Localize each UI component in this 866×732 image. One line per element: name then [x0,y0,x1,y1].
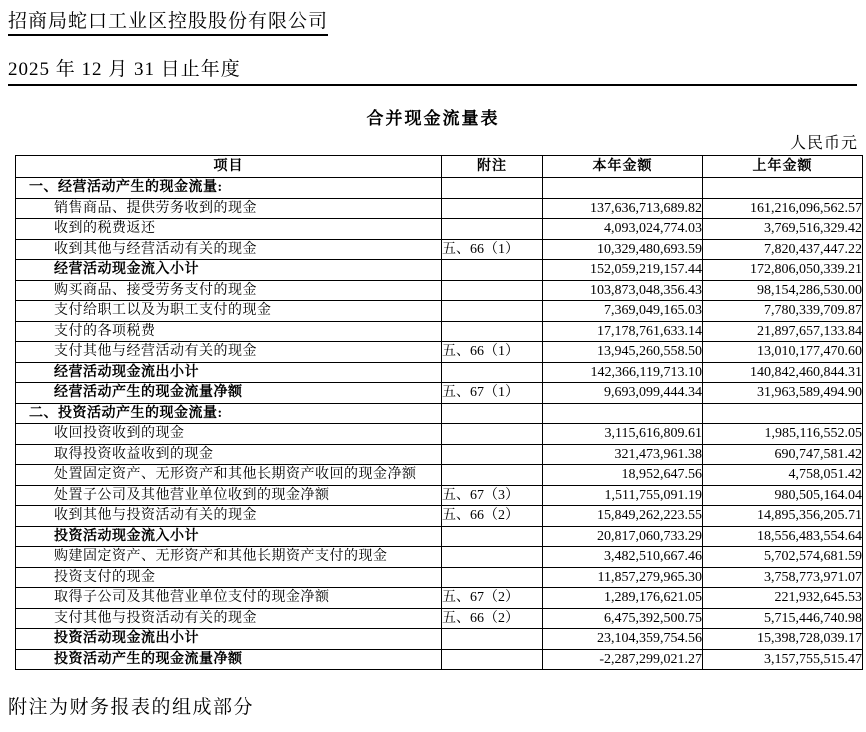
item-cell: 收到的税费返还 [16,219,442,240]
current-amount-cell: 10,329,480,693.59 [543,239,703,260]
table-row [16,239,863,260]
table-row [16,526,863,547]
prior-amount-cell: 3,157,755,515.47 [703,649,863,670]
prior-amount-cell: 98,154,286,530.00 [703,280,863,301]
note-cell [442,526,543,547]
cashflow-table [15,155,863,670]
prior-amount-cell: 15,398,728,039.17 [703,629,863,650]
item-cell: 支付的各项税费 [16,321,442,342]
note-cell [442,649,543,670]
current-amount-cell: 23,104,359,754.56 [543,629,703,650]
current-amount-cell [543,178,703,199]
prior-amount-cell: 4,758,051.42 [703,465,863,486]
current-amount-cell: 4,093,024,774.03 [543,219,703,240]
prior-amount-cell: 7,780,339,709.87 [703,301,863,322]
item-cell: 经营活动现金流出小计 [16,362,442,383]
item-cell: 处置子公司及其他营业单位收到的现金净额 [16,485,442,506]
company-name-line [8,6,328,36]
table-row [16,649,863,670]
prior-amount-cell: 140,842,460,844.31 [703,362,863,383]
note-cell: 五、66（2） [442,506,543,527]
note-cell [442,219,543,240]
prior-amount-cell: 5,715,446,740.98 [703,608,863,629]
item-cell: 投资活动现金流入小计 [16,526,442,547]
current-amount-cell [543,403,703,424]
item-cell: 处置固定资产、无形资产和其他长期资产收回的现金净额 [16,465,442,486]
prior-amount-cell: 13,010,177,470.60 [703,342,863,363]
table-row [16,485,863,506]
note-cell [442,403,543,424]
current-amount-cell: 17,178,761,633.14 [543,321,703,342]
prior-amount-cell: 690,747,581.42 [703,444,863,465]
prior-amount-cell: 18,556,483,554.64 [703,526,863,547]
item-cell: 支付其他与投资活动有关的现金 [16,608,442,629]
note-cell [442,321,543,342]
prior-amount-cell: 7,820,437,447.22 [703,239,863,260]
company-name: 招商局蛇口工业区控股股份有限公司 [8,6,328,36]
current-amount-cell: 6,475,392,500.75 [543,608,703,629]
note-cell: 五、67（2） [442,588,543,609]
current-amount-cell: 3,115,616,809.61 [543,424,703,445]
table-row [16,260,863,281]
item-cell: 支付其他与经营活动有关的现金 [16,342,442,363]
current-amount-cell: -2,287,299,021.27 [543,649,703,670]
current-amount-cell: 321,473,961.38 [543,444,703,465]
note-cell [442,547,543,568]
table-row [16,301,863,322]
current-amount-cell: 137,636,713,689.82 [543,198,703,219]
table-row [16,424,863,445]
prior-amount-cell: 1,985,116,552.05 [703,424,863,445]
note-cell [442,301,543,322]
statement-title: 合并现金流量表 [366,109,500,128]
current-amount-cell: 7,369,049,165.03 [543,301,703,322]
table-row [16,629,863,650]
table-row [16,547,863,568]
item-cell: 二、投资活动产生的现金流量: [16,403,442,424]
item-cell: 支付给职工以及为职工支付的现金 [16,301,442,322]
table-row [16,567,863,588]
note-cell [442,567,543,588]
current-amount-cell: 103,873,048,356.43 [543,280,703,301]
table-row [16,444,863,465]
header-note: 附注 [442,156,543,178]
table-row [16,403,863,424]
item-cell: 购买商品、接受劳务支付的现金 [16,280,442,301]
prior-amount-cell: 5,702,574,681.59 [703,547,863,568]
note-cell [442,198,543,219]
current-amount-cell: 1,511,755,091.19 [543,485,703,506]
note-cell: 五、66（2） [442,608,543,629]
item-cell: 收回投资收到的现金 [16,424,442,445]
header-item: 项目 [16,156,442,178]
note-cell: 五、67（1） [442,383,543,404]
item-cell: 一、经营活动产生的现金流量: [16,178,442,199]
current-amount-cell: 142,366,119,713.10 [543,362,703,383]
current-amount-cell: 1,289,176,621.05 [543,588,703,609]
note-cell: 五、66（1） [442,239,543,260]
table-row [16,280,863,301]
note-cell [442,362,543,383]
table-row [16,588,863,609]
table-row [16,506,863,527]
item-cell: 取得投资收益收到的现金 [16,444,442,465]
cashflow-table-header [16,156,863,178]
note-cell [442,178,543,199]
current-amount-cell: 3,482,510,667.46 [543,547,703,568]
current-amount-cell: 152,059,219,157.44 [543,260,703,281]
table-row [16,608,863,629]
prior-amount-cell: 3,758,773,971.07 [703,567,863,588]
note-cell: 五、67（3） [442,485,543,506]
reporting-period: 2025 年 12 月 31 日止年度 [8,54,857,86]
table-row [16,219,863,240]
item-cell: 销售商品、提供劳务收到的现金 [16,198,442,219]
note-cell [442,465,543,486]
item-cell: 收到其他与投资活动有关的现金 [16,506,442,527]
current-amount-cell: 20,817,060,733.29 [543,526,703,547]
table-row [16,321,863,342]
header-current: 本年金额 [543,156,703,178]
item-cell: 取得子公司及其他营业单位支付的现金净额 [16,588,442,609]
note-cell [442,444,543,465]
item-cell: 收到其他与经营活动有关的现金 [16,239,442,260]
note-cell: 五、66（1） [442,342,543,363]
current-amount-cell: 18,952,647.56 [543,465,703,486]
currency-label: 人民币元 [789,135,858,152]
prior-amount-cell [703,178,863,199]
prior-amount-cell [703,403,863,424]
table-row [16,198,863,219]
cashflow-table-body [16,178,863,670]
current-amount-cell: 13,945,260,558.50 [543,342,703,363]
footnote: 附注为财务报表的组成部分 [8,697,255,718]
current-amount-cell: 11,857,279,965.30 [543,567,703,588]
item-cell: 购建固定资产、无形资产和其他长期资产支付的现金 [16,547,442,568]
header-prior: 上年金额 [703,156,863,178]
prior-amount-cell: 161,216,096,562.57 [703,198,863,219]
prior-amount-cell: 21,897,657,133.84 [703,321,863,342]
table-row [16,383,863,404]
table-row [16,362,863,383]
prior-amount-cell: 980,505,164.04 [703,485,863,506]
table-row [16,465,863,486]
note-cell [442,280,543,301]
item-cell: 投资活动现金流出小计 [16,629,442,650]
prior-amount-cell: 3,769,516,329.42 [703,219,863,240]
note-cell [442,629,543,650]
prior-amount-cell: 172,806,050,339.21 [703,260,863,281]
table-row [16,342,863,363]
item-cell: 投资活动产生的现金流量净额 [16,649,442,670]
item-cell: 经营活动产生的现金流量净额 [16,383,442,404]
table-row [16,178,863,199]
current-amount-cell: 15,849,262,223.55 [543,506,703,527]
prior-amount-cell: 221,932,645.53 [703,588,863,609]
header-row [16,156,863,178]
item-cell: 投资支付的现金 [16,567,442,588]
item-cell: 经营活动现金流入小计 [16,260,442,281]
note-cell [442,260,543,281]
prior-amount-cell: 31,963,589,494.90 [703,383,863,404]
note-cell [442,424,543,445]
prior-amount-cell: 14,895,356,205.71 [703,506,863,527]
current-amount-cell: 9,693,099,444.34 [543,383,703,404]
